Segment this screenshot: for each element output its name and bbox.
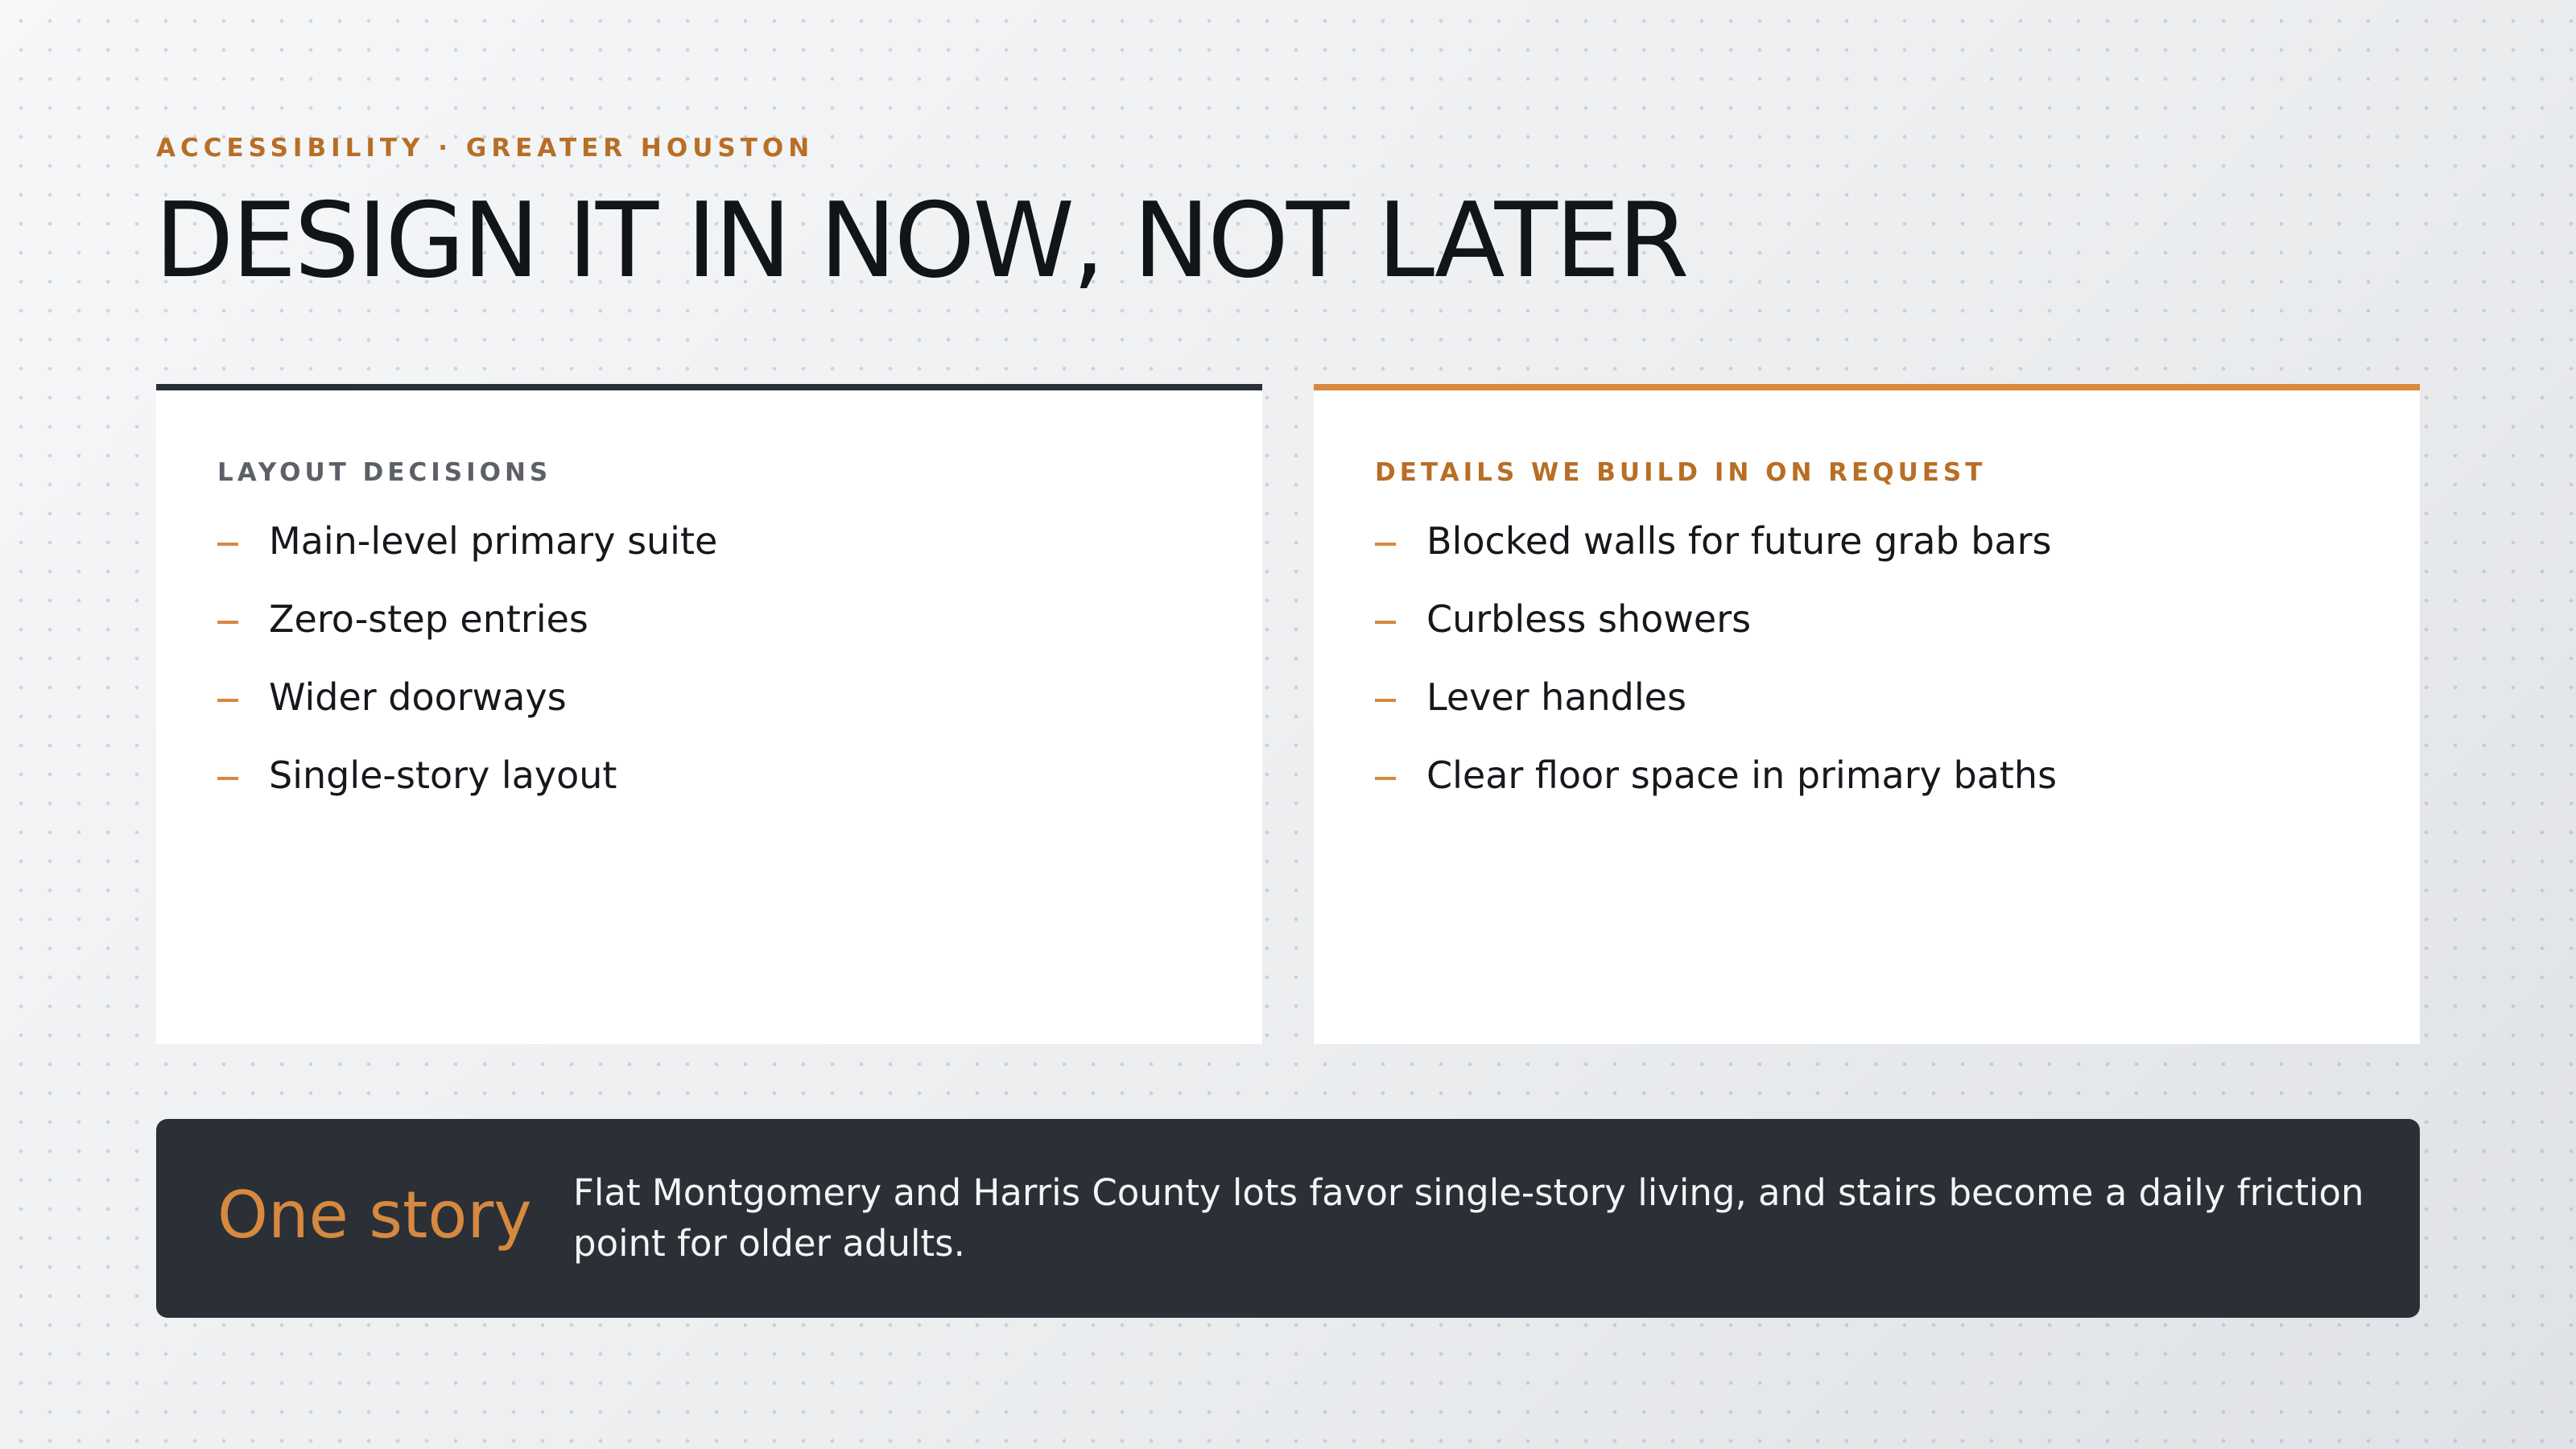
dash-bullet-icon [1375,699,1396,702]
list-item-text: Wider doorways [269,675,567,719]
dash-bullet-icon [1375,621,1396,624]
list-item-text: Zero-step entries [269,597,588,641]
page-title: DESIGN IT IN NOW, NOT LATER [155,181,1687,301]
list-item [1375,519,2057,597]
layout-decisions-card [156,384,1262,1044]
list-item-text: Single-story layout [269,753,617,797]
details-on-request-list [1375,519,2057,832]
dash-bullet-icon [1375,777,1396,780]
dash-bullet-icon [217,621,238,624]
layout-decisions-list [217,519,717,832]
card-heading: DETAILS WE BUILD IN ON REQUEST [1375,458,1987,487]
eyebrow-label: ACCESSIBILITY · GREATER HOUSTON [156,134,815,163]
list-item-text: Blocked walls for future grab bars [1426,519,2052,563]
dash-bullet-icon [1375,543,1396,546]
list-item [1375,675,2057,753]
callout-banner [156,1119,2420,1318]
list-item-text: Clear floor space in primary baths [1426,753,2058,797]
dash-bullet-icon [217,699,238,702]
list-item-text: Main-level primary suite [269,519,718,563]
list-item-text: Lever handles [1426,675,1686,719]
details-on-request-card [1314,384,2420,1044]
banner-label: One story [217,1178,532,1253]
list-item [217,597,717,675]
list-item [1375,597,2057,675]
list-item-text: Curbless showers [1426,597,1752,641]
list-item [217,675,717,753]
dash-bullet-icon [217,777,238,780]
list-item [1375,753,2057,832]
list-item [217,753,717,832]
list-item [217,519,717,597]
card-heading: LAYOUT DECISIONS [217,458,552,487]
dash-bullet-icon [217,543,238,546]
banner-text: Flat Montgomery and Harris County lots favor single-story living, and stairs become a daily friction point for older adults. [573,1171,2364,1265]
